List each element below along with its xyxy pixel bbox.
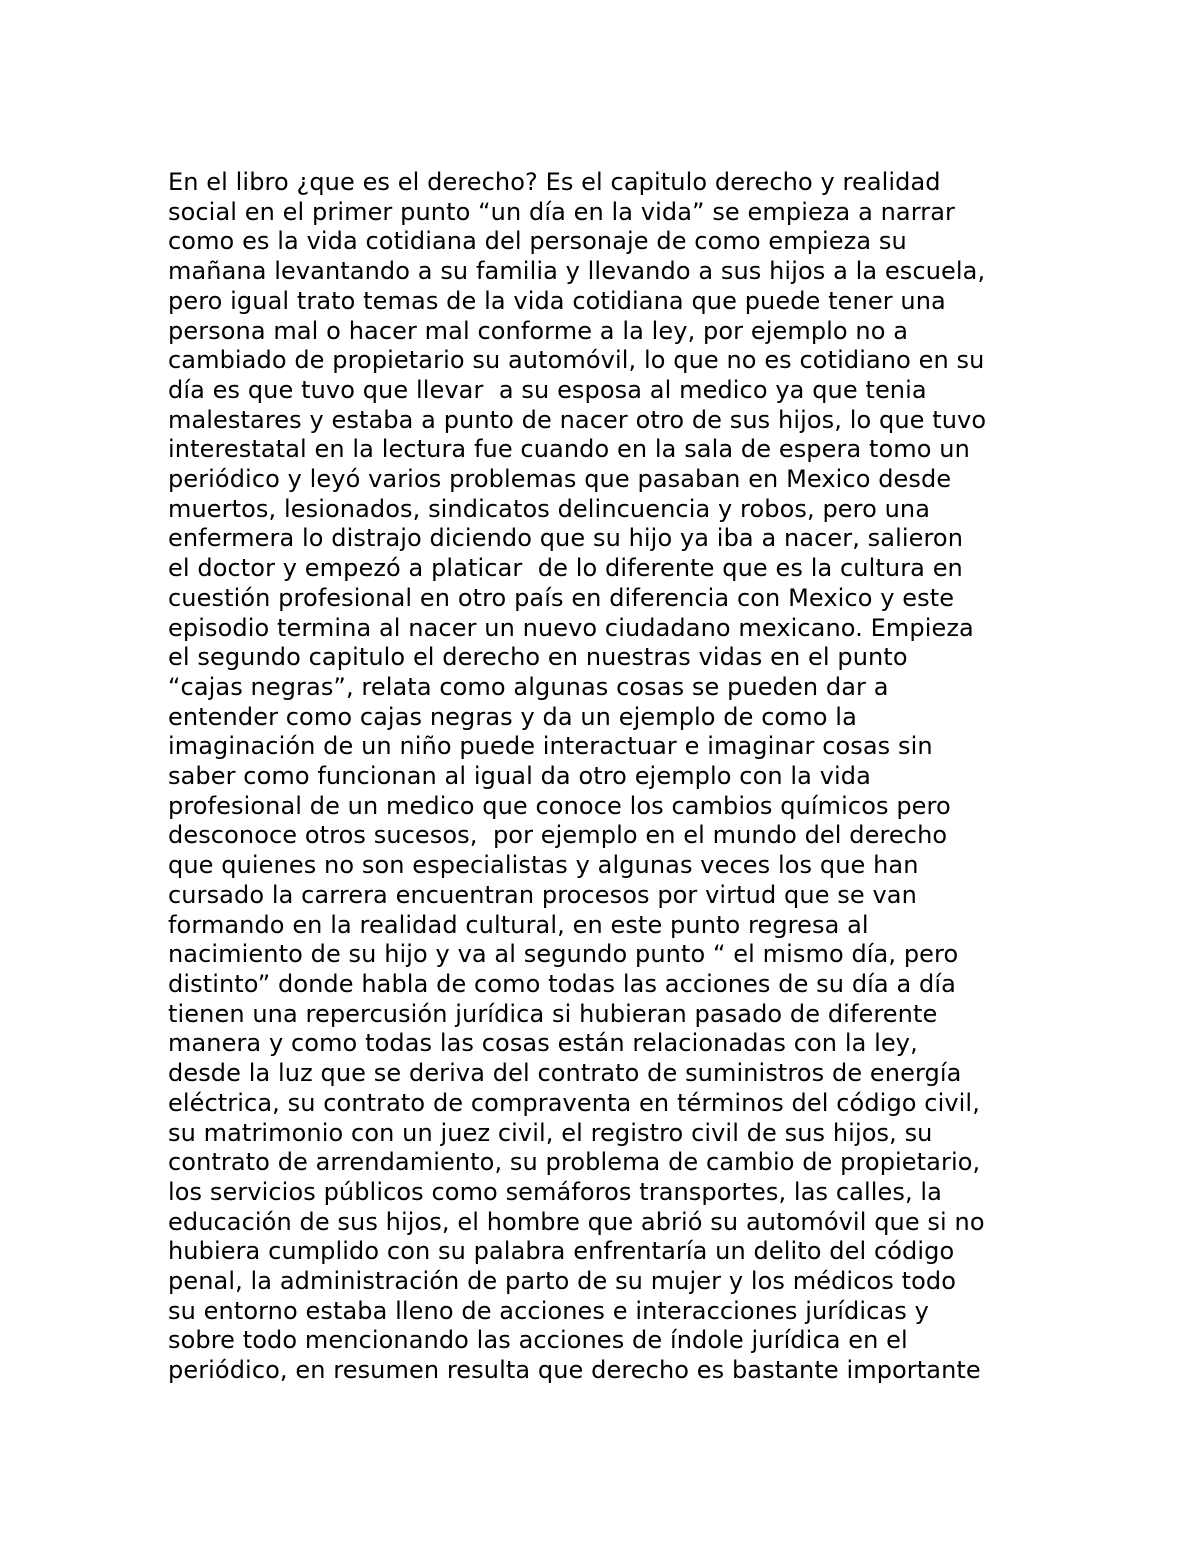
text-line: profesional de un medico que conoce los cambios químicos pero xyxy=(168,791,951,820)
text-line: penal, la administración de parto de su mujer y los médicos todo xyxy=(168,1267,957,1296)
text-line: muertos, lesionados, sindicatos delincuencia y robos, pero una xyxy=(168,494,931,523)
text-line: educación de sus hijos, el hombre que abrió su automóvil que si no xyxy=(168,1207,985,1236)
text-line: enfermera lo distrajo diciendo que su hijo ya iba a nacer, salieron xyxy=(168,524,964,553)
text-line: distinto” donde habla de como todas las acciones de su día a día xyxy=(168,969,956,998)
text-line: desconoce otros sucesos, por ejemplo en el mundo del derecho xyxy=(168,821,948,850)
text-line: interestatal en la lectura fue cuando en la sala de espera tomo un xyxy=(168,435,970,464)
text-line: tienen una repercusión jurídica si hubieran pasado de diferente xyxy=(168,999,938,1028)
text-line: desde la luz que se deriva del contrato de suministros de energía xyxy=(168,1059,962,1088)
text-line: periódico y leyó varios problemas que pasaban en Mexico desde xyxy=(168,465,952,494)
body-paragraph xyxy=(168,168,1068,1386)
text-line: imaginación de un niño puede interactuar e imaginar cosas sin xyxy=(168,732,933,761)
text-line: que quienes no son especialistas y algunas veces los que han xyxy=(168,851,919,880)
text-line: sobre todo mencionando las acciones de índole jurídica en el xyxy=(168,1326,908,1355)
text-line: el doctor y empezó a platicar de lo diferente que es la cultura en xyxy=(168,554,963,583)
text-line: malestares y estaba a punto de nacer otro de sus hijos, lo que tuvo xyxy=(168,405,987,434)
text-line: nacimiento de su hijo y va al segundo punto “ el mismo día, pero xyxy=(168,940,959,969)
text-line: mañana levantando a su familia y llevando a sus hijos a la escuela, xyxy=(168,257,986,286)
text-line: episodio termina al nacer un nuevo ciudadano mexicano. Empieza xyxy=(168,613,974,642)
text-line: eléctrica, su contrato de compraventa en términos del código civil, xyxy=(168,1088,980,1117)
text-line: como es la vida cotidiana del personaje de como empieza su xyxy=(168,227,907,256)
text-line: cuestión profesional en otro país en diferencia con Mexico y este xyxy=(168,583,955,612)
text-line: social en el primer punto “un día en la vida” se empieza a narrar xyxy=(168,197,956,226)
text-line: su entorno estaba lleno de acciones e interacciones jurídicas y xyxy=(168,1296,929,1325)
text-line: En el libro ¿que es el derecho? Es el capitulo derecho y realidad xyxy=(168,168,941,196)
text-line: hubiera cumplido con su palabra enfrentaría un delito del código xyxy=(168,1237,955,1266)
text-line: saber como funcionan al igual da otro ejemplo con la vida xyxy=(168,762,871,791)
text-line: persona mal o hacer mal conforme a la ley, por ejemplo no a xyxy=(168,316,909,345)
text-line: su matrimonio con un juez civil, el registro civil de sus hijos, su xyxy=(168,1118,933,1147)
text-line: día es que tuvo que llevar a su esposa al medico ya que tenia xyxy=(168,375,927,404)
text-line: periódico, en resumen resulta que derecho es bastante importante xyxy=(168,1356,981,1385)
text-line: pero igual trato temas de la vida cotidiana que puede tener una xyxy=(168,286,946,315)
text-line: los servicios públicos como semáforos transportes, las calles, la xyxy=(168,1177,942,1206)
text-line: formando en la realidad cultural, en este punto regresa al xyxy=(168,910,869,939)
text-line: entender como cajas negras y da un ejemplo de como la xyxy=(168,702,857,731)
text-line: el segundo capitulo el derecho en nuestras vidas en el punto xyxy=(168,643,908,672)
text-line: cambiado de propietario su automóvil, lo que no es cotidiano en su xyxy=(168,346,985,375)
text-line: manera y como todas las cosas están relacionadas con la ley, xyxy=(168,1029,918,1058)
text-line: cursado la carrera encuentran procesos por virtud que se van xyxy=(168,880,917,909)
text-line: “cajas negras”, relata como algunas cosas se pueden dar a xyxy=(168,672,889,701)
text-line: contrato de arrendamiento, su problema de cambio de propietario, xyxy=(168,1148,981,1177)
